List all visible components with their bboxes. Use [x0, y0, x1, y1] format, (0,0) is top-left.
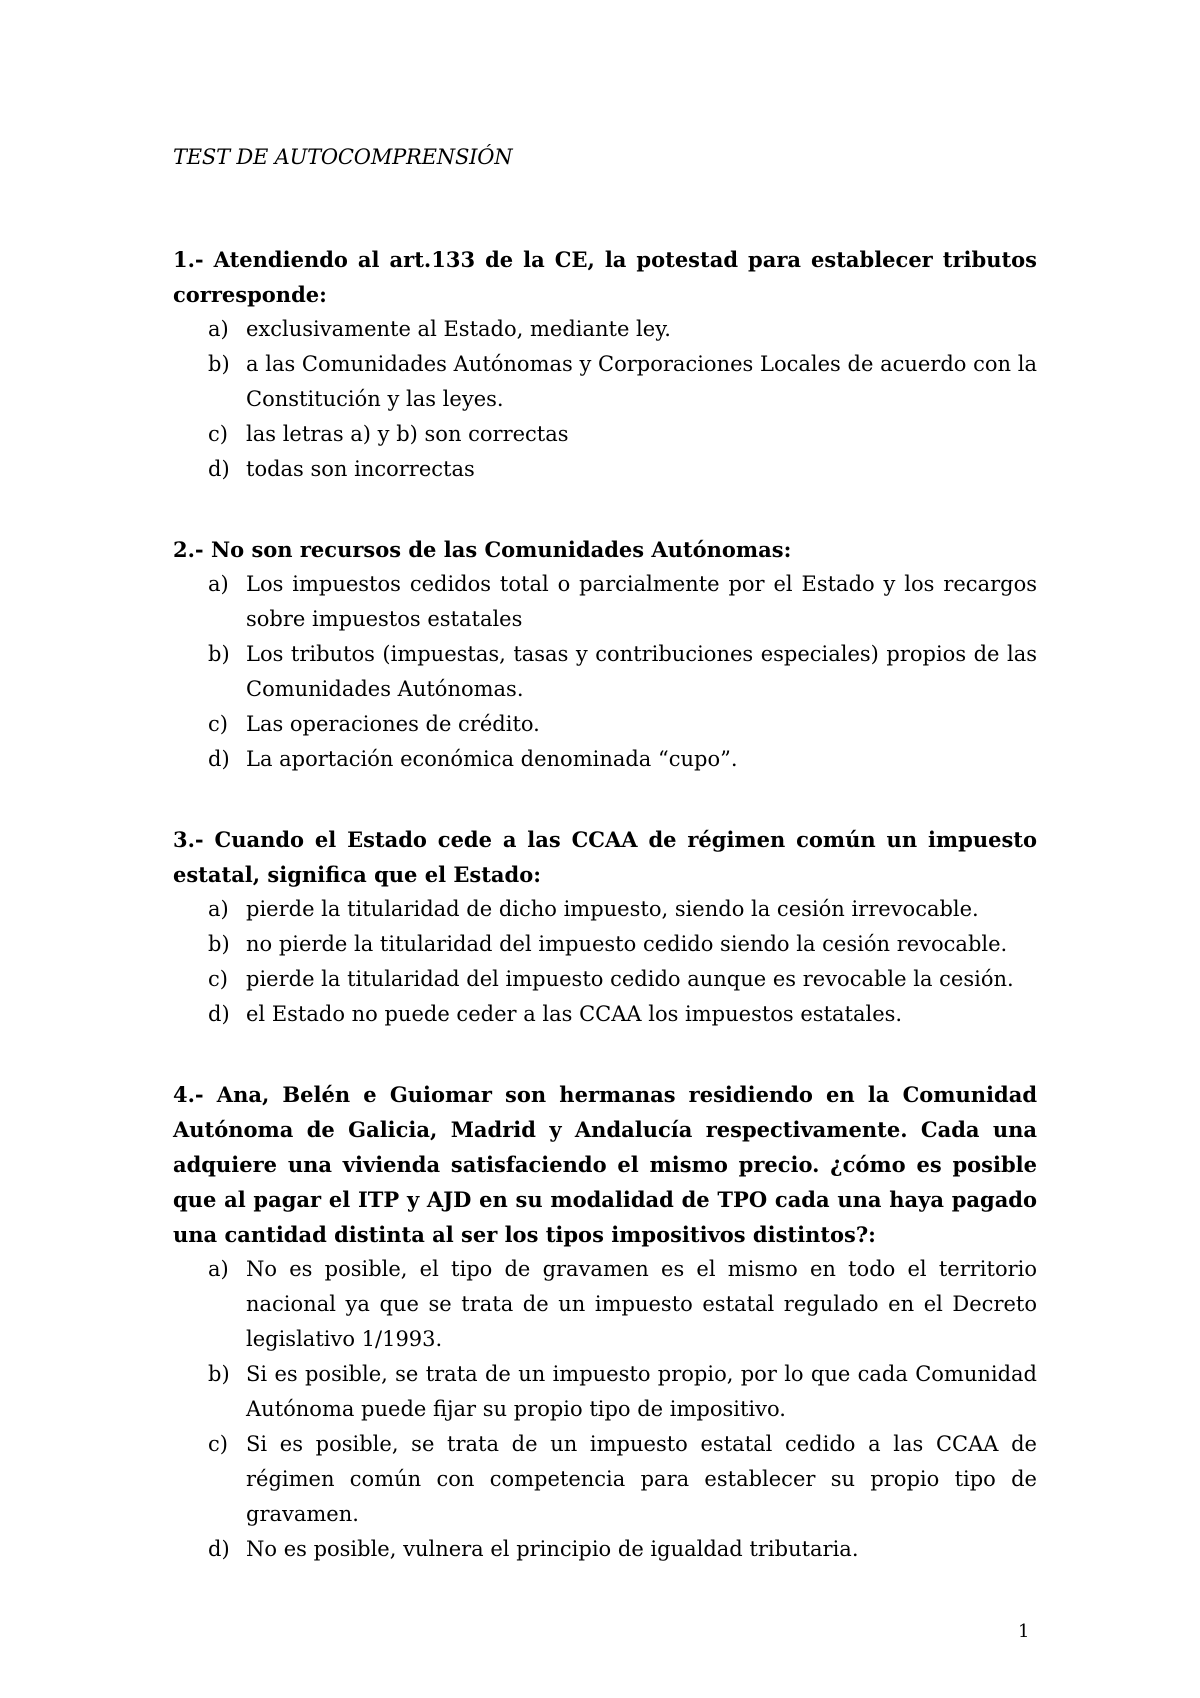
option-letter: c)	[208, 967, 228, 991]
option-letter: a)	[208, 572, 229, 596]
option-text: Los impuestos cedidos total o parcialmente por el Estado y los recargos sobre impuestos estatales	[246, 572, 1037, 631]
question-4	[173, 1077, 1037, 1567]
page-number: 1	[1018, 1621, 1030, 1642]
option-letter: a)	[208, 1257, 229, 1281]
option-list	[173, 312, 1037, 487]
option-letter: c)	[208, 712, 228, 736]
question-3	[173, 822, 1037, 1032]
option-item	[173, 1532, 1037, 1567]
option-item	[173, 742, 1037, 777]
question-stem: 3.- Cuando el Estado cede a las CCAA de régimen común un impuesto estatal, significa que el Estado:	[173, 827, 1037, 887]
option-letter: d)	[208, 747, 230, 771]
option-item	[173, 347, 1037, 417]
option-item	[173, 1357, 1037, 1427]
option-text: Si es posible, se trata de un impuesto propio, por lo que cada Comunidad Autónoma puede fijar su propio tipo de impositivo.	[246, 1362, 1037, 1421]
option-text: no pierde la titularidad del impuesto cedido siendo la cesión revocable.	[246, 932, 1008, 956]
option-letter: c)	[208, 1432, 228, 1456]
option-text: Los tributos (impuestas, tasas y contribuciones especiales) propios de las Comunidades Autónomas.	[246, 642, 1037, 701]
option-item	[173, 312, 1037, 347]
option-item	[173, 997, 1037, 1032]
option-item	[173, 892, 1037, 927]
option-item	[173, 1252, 1037, 1357]
page-title: TEST DE AUTOCOMPRENSIÓN	[173, 145, 513, 169]
option-text: a las Comunidades Autónomas y Corporaciones Locales de acuerdo con la Constitución y las leyes.	[246, 352, 1037, 411]
option-item	[173, 1427, 1037, 1532]
option-item	[173, 417, 1037, 452]
option-letter: d)	[208, 1537, 230, 1561]
question-2	[173, 532, 1037, 777]
option-text: pierde la titularidad del impuesto cedido aunque es revocable la cesión.	[246, 967, 1014, 991]
option-text: Las operaciones de crédito.	[246, 712, 540, 736]
option-text: Si es posible, se trata de un impuesto estatal cedido a las CCAA de régimen común con competencia para establecer su propio tipo de gravamen.	[246, 1432, 1037, 1526]
question-stem: 4.- Ana, Belén e Guiomar son hermanas residiendo en la Comunidad Autónoma de Galicia, Madrid y Andalucía respectivamente. Cada una adquiere una vivienda satisfaciendo el mismo precio. ¿cómo es posible que al pagar el ITP y AJD en su modalidad de TPO cada una haya pagado una cantidad distinta al ser los tipos impositivos distintos?:	[173, 1082, 1037, 1247]
option-letter: a)	[208, 317, 229, 341]
option-letter: d)	[208, 1002, 230, 1026]
option-text: La aportación económica denominada “cupo”.	[246, 747, 738, 771]
option-text: exclusivamente al Estado, mediante ley.	[246, 317, 671, 341]
option-list	[173, 567, 1037, 777]
option-text: pierde la titularidad de dicho impuesto, siendo la cesión irrevocable.	[246, 897, 979, 921]
option-text: el Estado no puede ceder a las CCAA los impuestos estatales.	[246, 1002, 903, 1026]
option-letter: b)	[208, 642, 230, 666]
option-text: las letras a) y b) son correctas	[246, 422, 569, 446]
option-item	[173, 452, 1037, 487]
question-stem: 2.- No son recursos de las Comunidades Autónomas:	[173, 537, 792, 562]
option-item	[173, 567, 1037, 637]
option-letter: c)	[208, 422, 228, 446]
option-text: No es posible, el tipo de gravamen es el mismo en todo el territorio nacional ya que se trata de un impuesto estatal regulado en el Decreto legislativo 1/1993.	[246, 1257, 1037, 1351]
option-text: No es posible, vulnera el principio de igualdad tributaria.	[246, 1537, 859, 1561]
option-letter: b)	[208, 1362, 230, 1386]
question-stem: 1.- Atendiendo al art.133 de la CE, la potestad para establecer tributos corresponde:	[173, 247, 1037, 307]
option-list	[173, 892, 1037, 1032]
option-letter: d)	[208, 457, 230, 481]
option-item	[173, 637, 1037, 707]
option-text: todas son incorrectas	[246, 457, 475, 481]
option-letter: b)	[208, 932, 230, 956]
option-list	[173, 1252, 1037, 1567]
option-letter: b)	[208, 352, 230, 376]
question-1	[173, 242, 1037, 487]
option-item	[173, 707, 1037, 742]
option-item	[173, 927, 1037, 962]
option-letter: a)	[208, 897, 229, 921]
option-item	[173, 962, 1037, 997]
